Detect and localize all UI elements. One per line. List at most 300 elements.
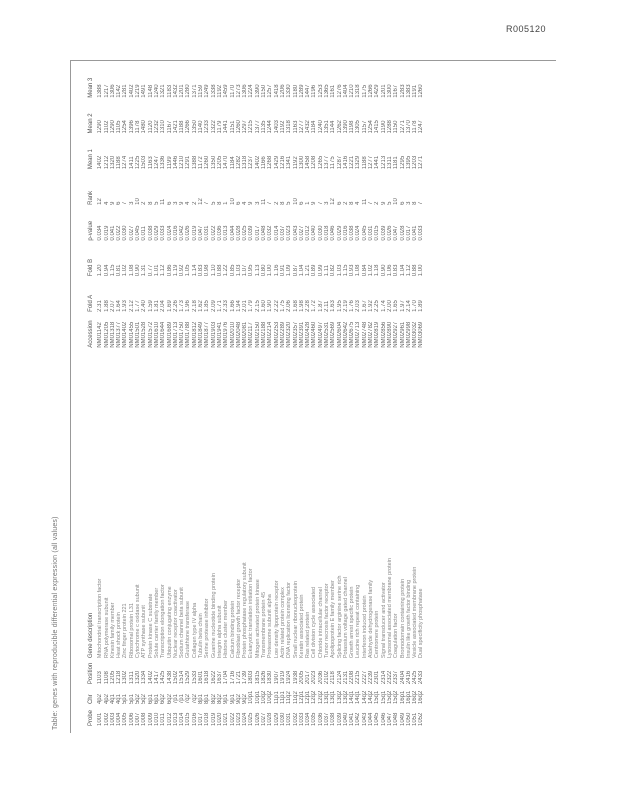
table-cell: 0.022 — [116, 225, 123, 241]
table-cell: NM02117 — [248, 322, 255, 348]
table-cell: 2.40 — [141, 300, 148, 312]
table-cell: 6 — [399, 201, 406, 205]
table-cell: Signal transducer and activator — [380, 582, 387, 659]
table-cell: 1.63 — [330, 300, 337, 312]
table-cell: Potassium voltage gated channel — [342, 577, 349, 659]
table-cell: 2337 — [393, 670, 400, 685]
table-cell: 11p1 — [273, 691, 280, 705]
table-cell: 1027 — [261, 712, 268, 726]
table-cell: 0.039 — [380, 225, 387, 241]
table-cell: 1388 — [97, 84, 104, 98]
table-cell: 0.029 — [153, 225, 160, 241]
table-cell: Mitochondrial transcription factor — [97, 578, 104, 659]
table-cell: 1240 — [153, 84, 160, 98]
table-cell: 1.18 — [374, 264, 381, 277]
table-cell: NM01903 — [210, 321, 217, 348]
table-cell: 0.98 — [204, 264, 211, 277]
table-cell: 0.022 — [210, 225, 217, 241]
table-cell: 2005 — [298, 670, 305, 685]
table-cell: 1350 — [191, 120, 198, 134]
table-cell: NM02569 — [330, 321, 337, 348]
table-cell: 1.73 — [179, 300, 186, 312]
table-cell: Centromere protein — [374, 610, 381, 659]
table-cell: 1006 — [128, 712, 135, 726]
table-cell: 1142 — [116, 84, 123, 98]
table-cell: Nuclear receptor coactivator — [172, 589, 179, 659]
table-cell: 1213 — [380, 155, 387, 170]
table-cell: 0.025 — [242, 225, 249, 241]
table-cell: 16p1 — [405, 690, 412, 705]
table-cell: 1004 — [116, 712, 123, 726]
table-cell: 2404 — [399, 670, 406, 685]
table-cell: 1002 — [103, 712, 110, 726]
table-cell: 0.048 — [261, 225, 268, 241]
table-cell: 16p1 — [399, 690, 406, 705]
table-cell: 1196 — [311, 84, 318, 98]
table-cell: 6 — [298, 201, 305, 205]
table-cell: 0.030 — [317, 225, 324, 241]
table-cell: NM02391 — [298, 321, 305, 348]
table-cell: 9 — [380, 201, 387, 205]
table-cell: 1045 — [374, 712, 381, 726]
table-cell: 0.036 — [216, 225, 223, 241]
table-cell: 1441 — [374, 155, 381, 170]
table-cell: 1300 — [298, 155, 305, 170]
table-cell: 1.74 — [380, 300, 387, 312]
table-cell: 4 — [242, 201, 249, 205]
table-cell: 1815 — [254, 670, 261, 685]
table-cell: 1320 — [109, 155, 116, 170]
table-cell: 1321 — [160, 84, 167, 98]
table-cell: 1178 — [135, 120, 142, 134]
table-cell: 0.86 — [166, 264, 173, 277]
table-cell: NM01976 — [223, 321, 230, 348]
table-cell: 1.00 — [418, 264, 425, 277]
table-cell: 1403 — [273, 120, 280, 134]
table-cell: 1341 — [286, 155, 293, 170]
table-cell: NM01849 — [198, 321, 205, 348]
table-cell: 1031 — [286, 712, 293, 726]
table-cell: 1266 — [185, 120, 192, 134]
table-cell: 10p1 — [248, 690, 255, 705]
table-cell: 1.77 — [135, 300, 142, 312]
table-cell: 1140 — [198, 120, 205, 134]
table-cell: 1233 — [204, 120, 211, 134]
table-cell: 1047 — [386, 712, 393, 726]
table-cell: 1.65 — [393, 300, 400, 312]
table-cell: NM02927 — [393, 321, 400, 348]
table-cell: NM02048 — [235, 321, 242, 348]
table-cell: 1049 — [399, 712, 406, 726]
table-cell: 1.21 — [305, 264, 312, 277]
table-cell: DNA replication licensing factor — [286, 581, 293, 659]
table-cell: Fibroblast growth factor receptor — [235, 578, 242, 659]
table-cell: 1216 — [279, 155, 286, 170]
table-cell: 1102 — [103, 120, 110, 134]
table-cell: 2 — [191, 201, 198, 205]
table-cell: 1192 — [292, 156, 299, 170]
table-cell: 1247 — [418, 120, 425, 134]
table-cell: 1022 — [229, 712, 236, 726]
table-cell: 1302 — [122, 670, 129, 685]
table-cell: NM02460 — [311, 321, 318, 348]
data-table — [88, 64, 425, 728]
table-cell: 1224 — [248, 84, 255, 98]
table-cell: 11 — [361, 198, 368, 205]
table-cell: 9p1 — [223, 694, 230, 705]
table-cell: 1311 — [128, 671, 135, 685]
table-cell: 2239 — [368, 670, 375, 685]
table-cell: 0.018 — [323, 225, 330, 241]
table-cell: NM02713 — [355, 321, 362, 348]
table-cell: 1244 — [267, 120, 274, 134]
table-cell: 1009 — [147, 712, 154, 726]
table-cell: 1.10 — [210, 264, 217, 277]
table-cell: 0.033 — [160, 225, 167, 241]
table-cell: 11 — [160, 198, 167, 205]
table-cell: 1514 — [179, 670, 186, 685]
table-cell: 1240 — [317, 120, 324, 134]
table-cell: 1268 — [267, 155, 274, 170]
table-cell: 1282 — [235, 155, 242, 170]
table-cell: 1271 — [399, 120, 406, 134]
table-cell: 1205 — [216, 155, 223, 170]
table-cell: 1306 — [109, 84, 116, 98]
table-cell: 8 — [279, 201, 286, 205]
table-cell: 1254 — [368, 120, 375, 134]
table-cell: 1.81 — [153, 300, 160, 312]
table-cell: 11p1 — [279, 691, 286, 705]
table-cell: 0.90 — [380, 264, 387, 277]
table-cell: NM01689 — [166, 321, 173, 348]
table-cell: NM01205 — [103, 321, 110, 348]
table-cell: 1025 — [248, 712, 255, 726]
table-cell: 1188 — [361, 156, 368, 170]
table-cell: 13q1 — [323, 690, 330, 705]
table-cell: 3 — [254, 201, 261, 205]
table-cell: 1.06 — [386, 264, 393, 277]
table-cell: 10p1 — [254, 690, 261, 705]
table-cell: 1.92 — [368, 300, 375, 312]
table-cell: 3 — [172, 201, 179, 205]
table-cell: NM02531 — [323, 321, 330, 348]
table-cell: 1395 — [405, 155, 412, 170]
table-cell: NM01528 — [141, 321, 148, 348]
table-cell: 1.90 — [267, 300, 274, 312]
table-cell: 1.05 — [185, 264, 192, 277]
table-cell: 1035 — [311, 712, 318, 726]
table-cell: 1365 — [323, 84, 330, 98]
table-cell: 1.12 — [160, 264, 167, 277]
table-cell: 1447 — [305, 84, 312, 98]
table-cell: 0.045 — [135, 225, 142, 241]
table-cell: 1.97 — [399, 300, 406, 312]
table-cell: Zinc finger protein 221 — [122, 603, 129, 659]
table-cell: Eukaryotic translation initiation factor — [248, 568, 255, 659]
table-cell: 1041 — [349, 712, 356, 726]
table-cell: 2208 — [349, 670, 356, 685]
table-cell: NM01402 — [122, 321, 129, 348]
table-cell: 15q1 — [380, 690, 387, 705]
table-cell: NM01750 — [179, 321, 186, 348]
table-cell: 10 — [135, 198, 142, 205]
table-cell: 1330 — [286, 84, 293, 98]
table-cell: 1175 — [361, 84, 368, 98]
table-cell: 1377 — [254, 120, 261, 134]
table-cell: 1051 — [412, 712, 419, 726]
table-cell: 1201 — [179, 84, 186, 98]
table-cell: 2.09 — [210, 300, 217, 312]
table-cell: 13q2 — [342, 690, 349, 705]
table-cell: 0.88 — [216, 264, 223, 277]
table-cell: 1005 — [122, 712, 129, 726]
table-cell: 1028 — [267, 712, 274, 726]
table-cell: 0.026 — [386, 225, 393, 241]
table-cell: 0.047 — [393, 225, 400, 241]
table-cell: 0.028 — [399, 225, 406, 241]
table-cell: 1310 — [160, 120, 167, 134]
table-cell: 1.68 — [292, 300, 299, 312]
table-cell: 10 — [292, 198, 299, 205]
table-cell: 1.03 — [336, 264, 343, 277]
table-cell: 1218 — [116, 670, 123, 685]
table-cell: 1161 — [330, 84, 337, 98]
table-cell: 1151 — [229, 120, 236, 134]
table-cell: 1032 — [292, 712, 299, 726]
table-cell: 5 — [153, 201, 160, 205]
table-cell: NM01142 — [97, 322, 104, 348]
table-cell: 1208 — [311, 155, 318, 170]
table-cell: NM01644 — [160, 321, 167, 348]
table-cell: 1232 — [153, 120, 160, 134]
table-cell: NM01941 — [216, 321, 223, 348]
table-cell: 6p1 — [147, 694, 154, 705]
table-cell: 10 — [393, 198, 400, 205]
table-cell: 12 — [97, 198, 104, 205]
table-cell: 0.019 — [191, 225, 198, 241]
table-cell: 1166 — [261, 156, 268, 170]
table-cell: 1012 — [166, 712, 173, 726]
table-cell: 1295 — [399, 155, 406, 170]
table-cell: 1.76 — [349, 300, 356, 312]
table-cell: 9p1 — [229, 694, 236, 705]
table-cell: 0.046 — [330, 225, 337, 241]
table-cell: 2301 — [374, 670, 381, 685]
table-cell: 1188 — [179, 120, 186, 134]
table-cell: 0.82 — [330, 264, 337, 277]
table-cell: 1026 — [254, 712, 261, 726]
table-cell: 12q2 — [317, 690, 324, 705]
table-cell: 1150 — [261, 84, 268, 98]
table-cell: 1247 — [153, 155, 160, 170]
table-cell: 1.85 — [204, 300, 211, 312]
table-cell: Transcription elongation factor — [160, 584, 167, 659]
table-cell: 4p2 — [103, 694, 110, 705]
table-cell: 1803 — [248, 670, 255, 685]
table-cell: 1.15 — [109, 264, 116, 277]
table-cell: 1704 — [223, 670, 230, 685]
table-cell: 15q2 — [386, 690, 393, 705]
table-cell: 2425 — [412, 670, 419, 685]
table-cell: 1739 — [242, 670, 249, 685]
table-cell: 7p1 — [179, 694, 186, 705]
table-cell: 0.039 — [248, 225, 255, 241]
table-cell: 1417 — [153, 670, 160, 685]
table-cell: NM02357 — [292, 321, 299, 348]
table-cell: Glutathione transferase — [185, 600, 192, 659]
table-cell: 2.03 — [355, 300, 362, 312]
table-cell: 1404 — [342, 84, 349, 98]
table-cell: 1503 — [141, 155, 148, 170]
table-cell: 2.28 — [305, 300, 312, 312]
table-cell: 0.80 — [261, 264, 268, 277]
table-cell: NM02289 — [279, 321, 286, 348]
table-cell: 1329 — [355, 155, 362, 170]
table-cell: 2.11 — [323, 300, 330, 312]
table-cell: 1212 — [103, 155, 110, 170]
table-cell: 1188 — [116, 156, 123, 170]
table-cell: 1192 — [216, 84, 223, 98]
table-cell: 1402 — [97, 155, 104, 170]
column-header: Fold A — [88, 294, 94, 312]
table-cell: 9 — [109, 201, 116, 205]
table-cell: 1291 — [185, 155, 192, 170]
table-cell: 1416 — [342, 155, 349, 170]
table-cell: 1050 — [405, 712, 412, 726]
table-cell: 2.12 — [128, 300, 135, 312]
table-cell: Keratin associated protein — [298, 594, 305, 659]
table-cell: 1350 — [210, 155, 217, 170]
table-cell: 1290 — [109, 120, 116, 134]
table-cell: 1205 — [109, 670, 116, 685]
table-cell: 2215 — [355, 670, 362, 685]
table-cell: NM01610 — [153, 321, 160, 348]
table-cell: 1318 — [242, 155, 249, 170]
table-cell: 2.22 — [273, 300, 280, 312]
table-cell: 2322 — [386, 670, 393, 685]
table-cell: 3 — [405, 201, 412, 205]
table-cell: NM02675 — [349, 321, 356, 348]
table-cell: 0.83 — [393, 264, 400, 277]
column-header: p-value — [88, 220, 94, 241]
table-cell: 14q2 — [368, 690, 375, 705]
table-cell: 1036 — [317, 712, 324, 726]
table-cell: 0.016 — [172, 225, 179, 241]
table-cell: 7 — [122, 201, 129, 205]
table-cell: 1305 — [355, 120, 362, 134]
table-cell: 1260 — [204, 155, 211, 170]
table-cell: NM03069 — [418, 321, 425, 348]
table-cell: Insulin like growth factor binding — [405, 579, 412, 659]
table-cell: 1260 — [418, 84, 425, 98]
table-cell: 0.019 — [103, 225, 110, 241]
table-cell: 1459 — [223, 84, 230, 98]
table-cell: NM01501 — [135, 321, 142, 348]
table-cell: RNA polymerase subunit — [103, 597, 110, 659]
column-header: Mean 3 — [88, 77, 94, 98]
table-cell: 1221 — [349, 155, 356, 170]
table-cell: 1170 — [229, 84, 236, 98]
table-cell: Aldehyde dehydrogenase family — [368, 579, 375, 659]
table-cell: 4p2 — [97, 694, 104, 705]
table-cell: 1007 — [135, 712, 142, 726]
table-cell: 1470 — [223, 155, 230, 170]
table-cell: 1172 — [198, 156, 205, 170]
table-cell: 5p1 — [122, 694, 129, 705]
table-cell: 10q2 — [267, 690, 274, 705]
table-cell: 1021 — [223, 712, 230, 726]
table-cell: 1429 — [273, 155, 280, 170]
table-cell: ATP synthase subunit — [141, 605, 148, 659]
table-cell: 1.15 — [342, 264, 349, 277]
table-cell: 1.20 — [97, 264, 104, 277]
table-cell: 8q2 — [216, 694, 223, 705]
table-cell: 1175 — [330, 156, 337, 170]
table-cell: Integrin alpha subunit — [216, 605, 223, 659]
table-cell: 1.87 — [317, 300, 324, 312]
table-cell: Solute carrier family member — [153, 587, 160, 659]
table-cell: 5 — [386, 201, 393, 205]
table-cell: 10 — [229, 198, 236, 205]
table-cell: 1.04 — [399, 264, 406, 277]
table-cell: 1271 — [418, 155, 425, 170]
table-cell: 9 — [179, 201, 186, 205]
table-cell: 1237 — [248, 155, 255, 170]
table-cell: 0.024 — [166, 225, 173, 241]
table-cell: 7p1 — [172, 694, 179, 705]
table-cell: 1280 — [185, 84, 192, 98]
table-cell: 1924 — [286, 670, 293, 685]
table-cell: 0.89 — [311, 264, 318, 277]
table-cell: 2124 — [336, 670, 343, 685]
table-cell: 1491 — [141, 84, 148, 98]
table-cell: 0.038 — [147, 225, 154, 241]
table-cell: NM02782 — [368, 321, 375, 348]
table-cell: 2036 — [317, 670, 324, 685]
table-cell: Coagulation factor — [393, 613, 400, 659]
table-cell: 1184 — [311, 120, 318, 134]
table-cell: 2433 — [418, 670, 425, 685]
table-cell: 1.07 — [242, 264, 249, 277]
table-cell: 8 — [349, 201, 356, 205]
table-cell: 1150 — [393, 120, 400, 134]
table-cell: 2 — [141, 201, 148, 205]
table-cell: 0.045 — [361, 225, 368, 241]
table-cell: 1336 — [160, 155, 167, 170]
table-cell: 1.00 — [267, 264, 274, 277]
table-cell: 0.94 — [103, 264, 110, 277]
table-cell: NM01377 — [116, 321, 123, 348]
table-cell: Ribosomal protein L31 — [128, 603, 135, 659]
table-cell: 0.016 — [342, 225, 349, 241]
table-cell: 1.11 — [323, 264, 330, 277]
table-cell: NM02642 — [342, 321, 349, 348]
table-cell: Leucine rich repeat containing — [355, 584, 362, 659]
table-cell: 1024 — [242, 712, 249, 726]
table-cell: 1033 — [298, 712, 305, 726]
table-cell: 1281 — [122, 84, 129, 98]
table-cell: 1288 — [386, 120, 393, 134]
table-cell: Tumor necrosis factor receptor — [323, 583, 330, 659]
table-cell: 1402 — [147, 670, 154, 685]
table-cell: 9 — [248, 201, 255, 205]
table-cell: 0.031 — [368, 225, 375, 241]
table-cell: 11q2 — [286, 691, 293, 705]
table-cell: 1.01 — [153, 264, 160, 277]
table-cell: 1.96 — [185, 300, 192, 312]
table-cell: NM01455 — [128, 321, 135, 348]
table-cell: 1013 — [172, 712, 179, 726]
